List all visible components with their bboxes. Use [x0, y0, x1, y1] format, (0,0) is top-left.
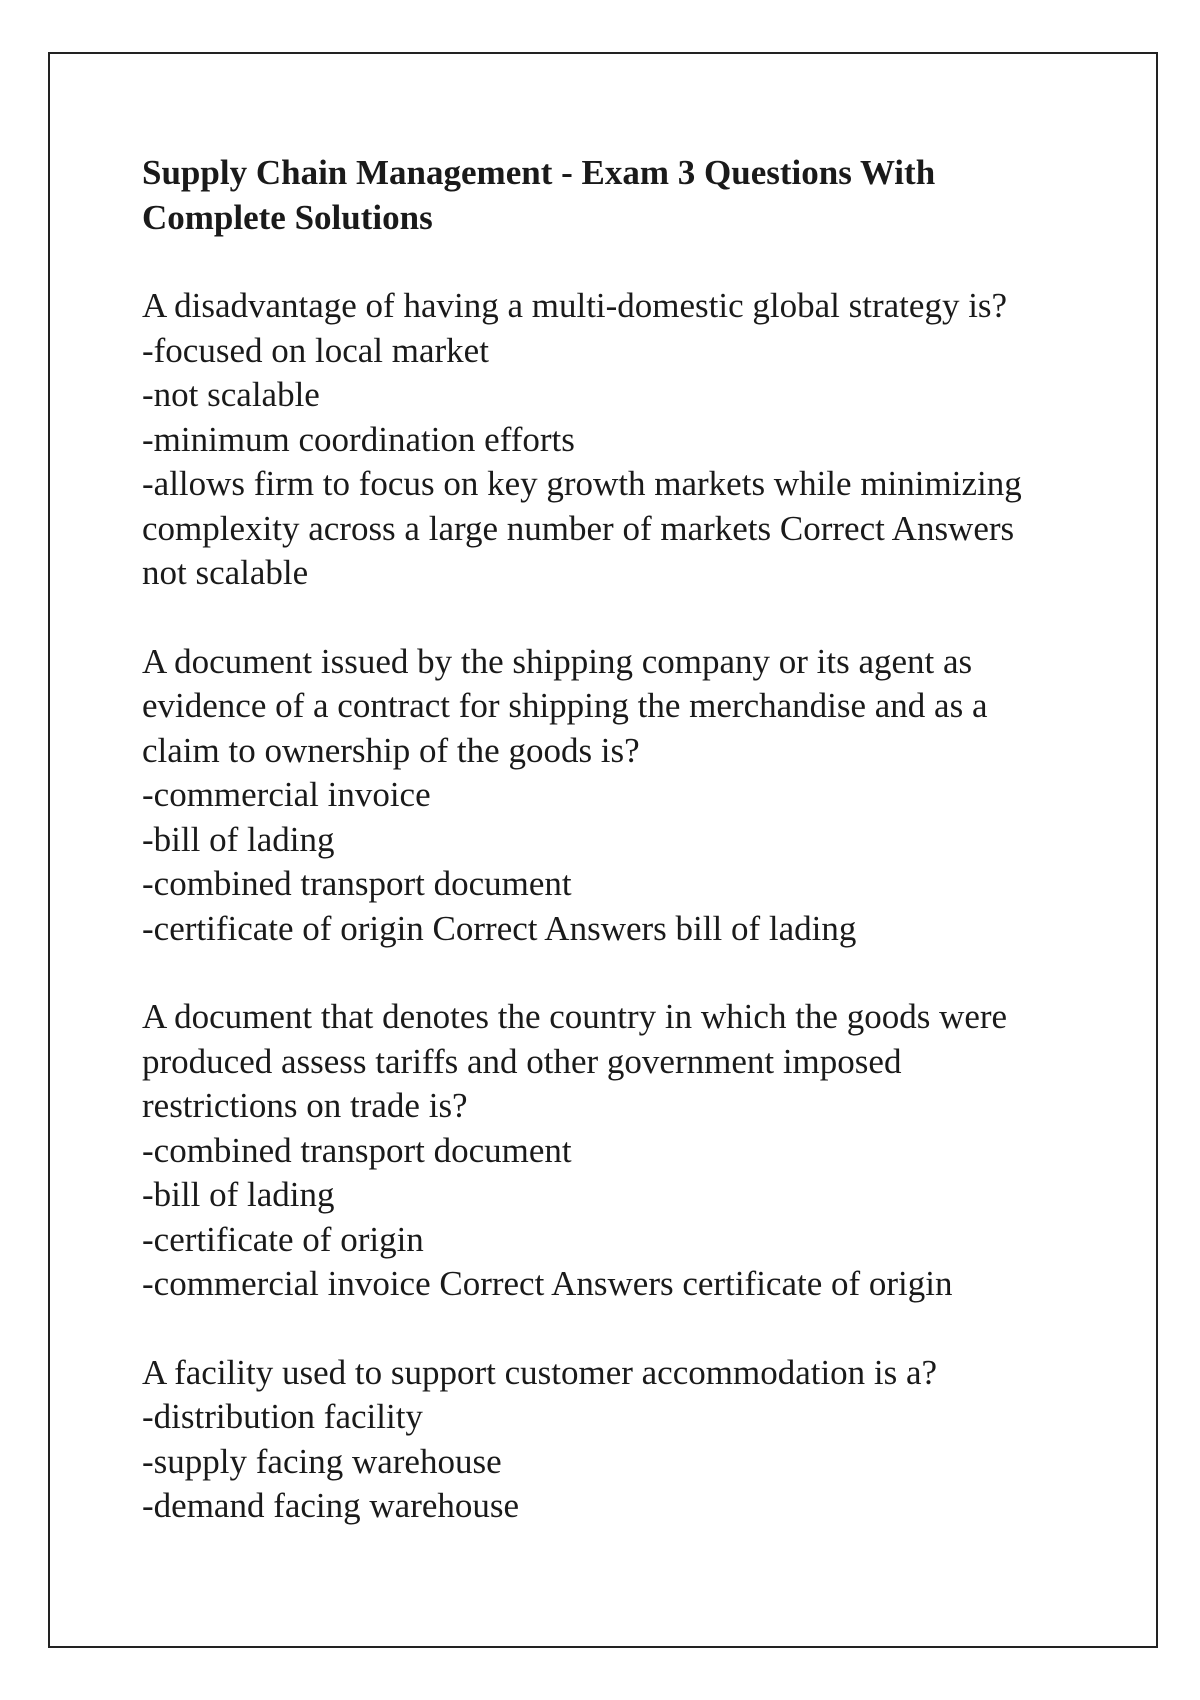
answer-option: -bill of lading — [142, 1175, 335, 1214]
question-prompt: A document that denotes the country in which the goods were produced assess tariffs and other government imposed restrictions on trade is? — [142, 997, 1008, 1125]
answer-option: -focused on local market — [142, 330, 489, 370]
answer-option: -distribution facility — [142, 1397, 423, 1436]
answer-option: -combined transport document — [142, 864, 572, 903]
answer-option: -bill of lading — [142, 819, 335, 859]
answer-option: -allows firm to focus on key growth markets while minimizing complexity across a large number of markets Correct Answers not scalable — [142, 464, 1022, 592]
answer-option: -commercial invoice — [142, 775, 431, 814]
question-prompt: A document issued by the shipping company or its agent as evidence of a contract for shipping the merchandise and as a claim to ownership of the goods is? — [142, 641, 988, 770]
question-prompt: A facility used to support customer accommodation is a? — [142, 1352, 938, 1392]
question-3 — [142, 995, 1062, 1307]
document-title: Supply Chain Management - Exam 3 Questions With Complete Solutions — [142, 153, 936, 237]
answer-option: -combined transport document — [142, 1130, 572, 1170]
document-content — [142, 150, 1062, 1573]
answer-option: -certificate of origin Correct Answers bill of lading — [142, 908, 857, 948]
answer-option: -not scalable — [142, 375, 320, 414]
question-2 — [142, 640, 1062, 952]
question-1 — [142, 284, 1062, 596]
answer-option: -demand facing warehouse — [142, 1486, 520, 1525]
answer-option: -minimum coordination efforts — [142, 419, 575, 459]
question-4 — [142, 1351, 1062, 1529]
answer-option: -certificate of origin — [142, 1219, 424, 1259]
answer-option: -supply facing warehouse — [142, 1441, 502, 1481]
question-prompt: A disadvantage of having a multi-domestic global strategy is? — [142, 286, 1008, 325]
answer-option: -commercial invoice Correct Answers certificate of origin — [142, 1264, 953, 1303]
